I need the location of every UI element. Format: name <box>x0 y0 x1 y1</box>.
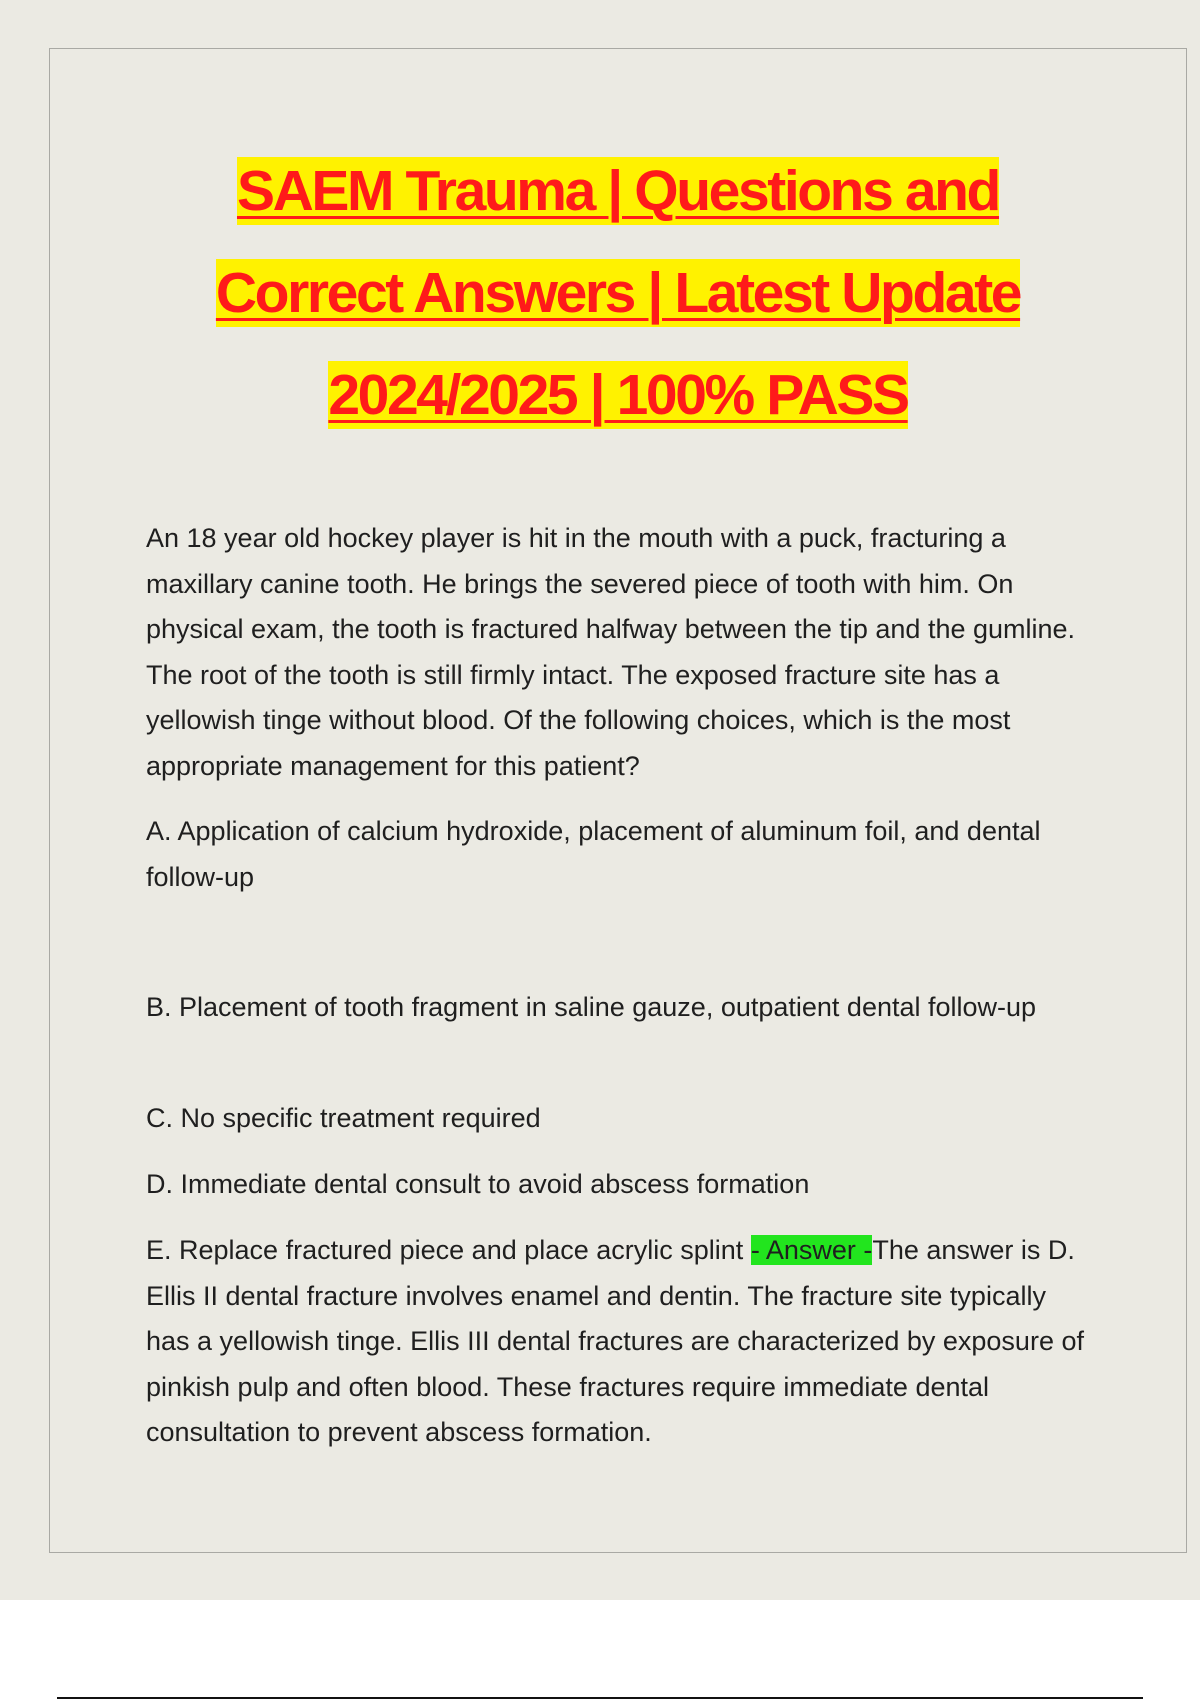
option-e-with-answer <box>146 1228 1096 1456</box>
option-c: C. No specific treatment required <box>146 1103 541 1133</box>
title-line-1 <box>0 140 1200 242</box>
option-a: A. Application of calcium hydroxide, placement of aluminum foil, and dental follow-up <box>146 816 1041 892</box>
answer-explanation: The answer is D. Ellis II dental fracture involves enamel and dentin. The fracture site typically has a yellowish tinge. Ellis III dental fractures are characterized by exposure of pinkish pulp and often blood. These fractures require immediate dental consultation to prevent abscess formation. <box>146 1235 1084 1447</box>
title-line-3-text: 2024/2025 | 100% PASS <box>328 363 908 427</box>
document-title <box>0 140 1200 446</box>
option-e: E. Replace fractured piece and place acrylic splint <box>146 1235 744 1265</box>
option-d: D. Immediate dental consult to avoid abscess formation <box>146 1169 810 1199</box>
title-line-2-text: Correct Answers | Latest Update <box>215 261 1021 325</box>
option-b: B. Placement of tooth fragment in saline gauze, outpatient dental follow-up <box>146 992 1037 1022</box>
footer-divider <box>57 1697 1143 1699</box>
answer-marker: - Answer - <box>750 1235 873 1265</box>
title-line-1-text: SAEM Trauma | Questions and <box>237 159 999 223</box>
question-stem: An 18 year old hockey player is hit in the mouth with a puck, fracturing a maxillary canine tooth. He brings the severed piece of tooth with him. On physical exam, the tooth is fractured halfway between the tip and the gumline. The root of the tooth is still firmly intact. The exposed fracture site has a yellowish tinge without blood. Of the following choices, which is the most appropriate management for this patient? <box>146 523 1076 781</box>
title-line-2 <box>0 242 1200 344</box>
title-line-3 <box>0 344 1200 446</box>
